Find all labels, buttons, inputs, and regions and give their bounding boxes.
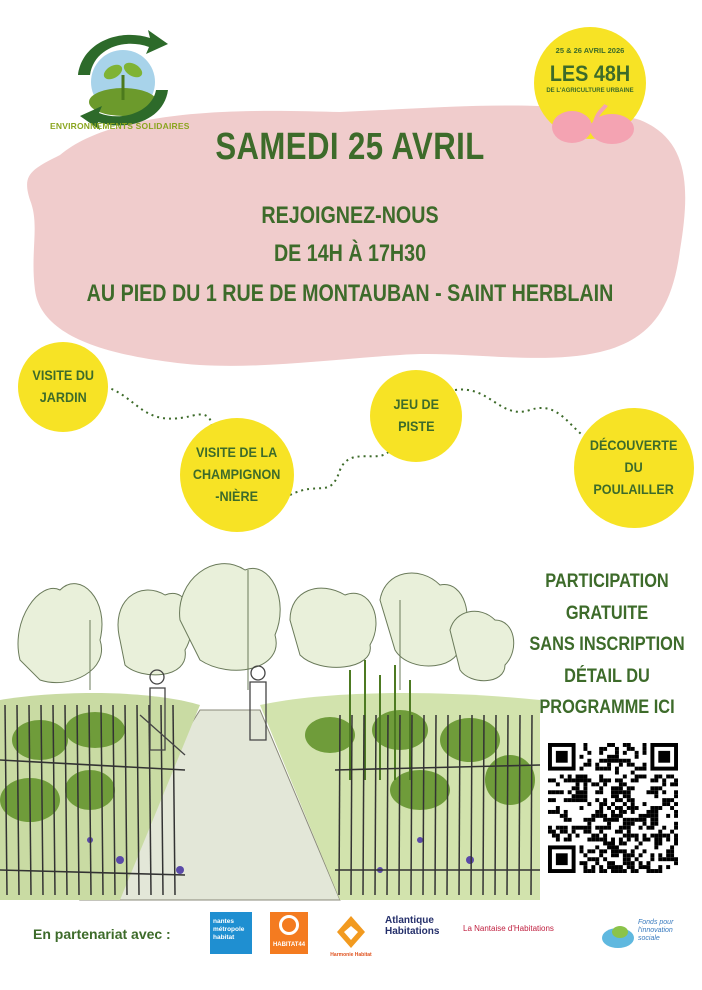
info-line: SANS INSCRIPTION (529, 634, 685, 655)
info-line: GRATUITE (565, 602, 649, 624)
info-line: DÉTAIL DU (564, 665, 650, 687)
info-line: PROGRAMME ICI (539, 697, 675, 718)
activity-treasure-hunt: JEU DE PISTE (370, 370, 462, 462)
la-nantaise-habitations-logo: La Nantaise d'Habitations (463, 924, 554, 933)
svg-text:Fonds pour: Fonds pour (638, 919, 674, 926)
atlantique-habitations-logo: Atlantique Habitations (385, 915, 440, 937)
event-date: SAMEDI 25 AVRIL (215, 126, 485, 168)
nantes-metropole-habitat-logo: nantes métropole habitat (210, 912, 252, 954)
fonds-innovation-sociale-logo (598, 912, 688, 962)
partners-label: En partenariat avec : (33, 926, 171, 942)
info-block (512, 566, 702, 724)
time-line: DE 14H À 17H30 (273, 240, 427, 267)
garden-illustration (0, 540, 540, 900)
badge-title: LES 48H (549, 61, 631, 86)
qr-code-icon[interactable] (547, 743, 679, 873)
info-line: PARTICIPATION (545, 571, 669, 592)
activity-henhouse-discovery: DÉCOUVERTE DU POULAILLER (574, 408, 694, 528)
svg-text:sociale: sociale (638, 935, 660, 942)
svg-text:Harmonie Habitat: Harmonie Habitat (330, 952, 372, 958)
address-line: AU PIED DU 1 RUE DE MONTAUBAN - SAINT HERBLAIN (86, 280, 614, 307)
svg-text:l'innovation: l'innovation (638, 927, 673, 934)
activity-garden-visit: VISITE DU JARDIN (18, 342, 108, 432)
badge-dates: 25 & 26 AVRIL 2026 (555, 46, 625, 55)
habitat44-logo: HABITAT44 (270, 912, 308, 954)
invite-line: REJOIGNEZ-NOUS (261, 202, 439, 229)
activity-mushroom-farm-visit: VISITE DE LA CHAMPIGNON -NIÈRE (180, 418, 294, 532)
badge-subtitle: DE L'AGRICULTURE URBAINE (546, 88, 634, 94)
harmonie-habitat-logo (330, 912, 372, 958)
organization-name: ENVIRONNEMENTS SOLIDAIRES (50, 121, 190, 131)
